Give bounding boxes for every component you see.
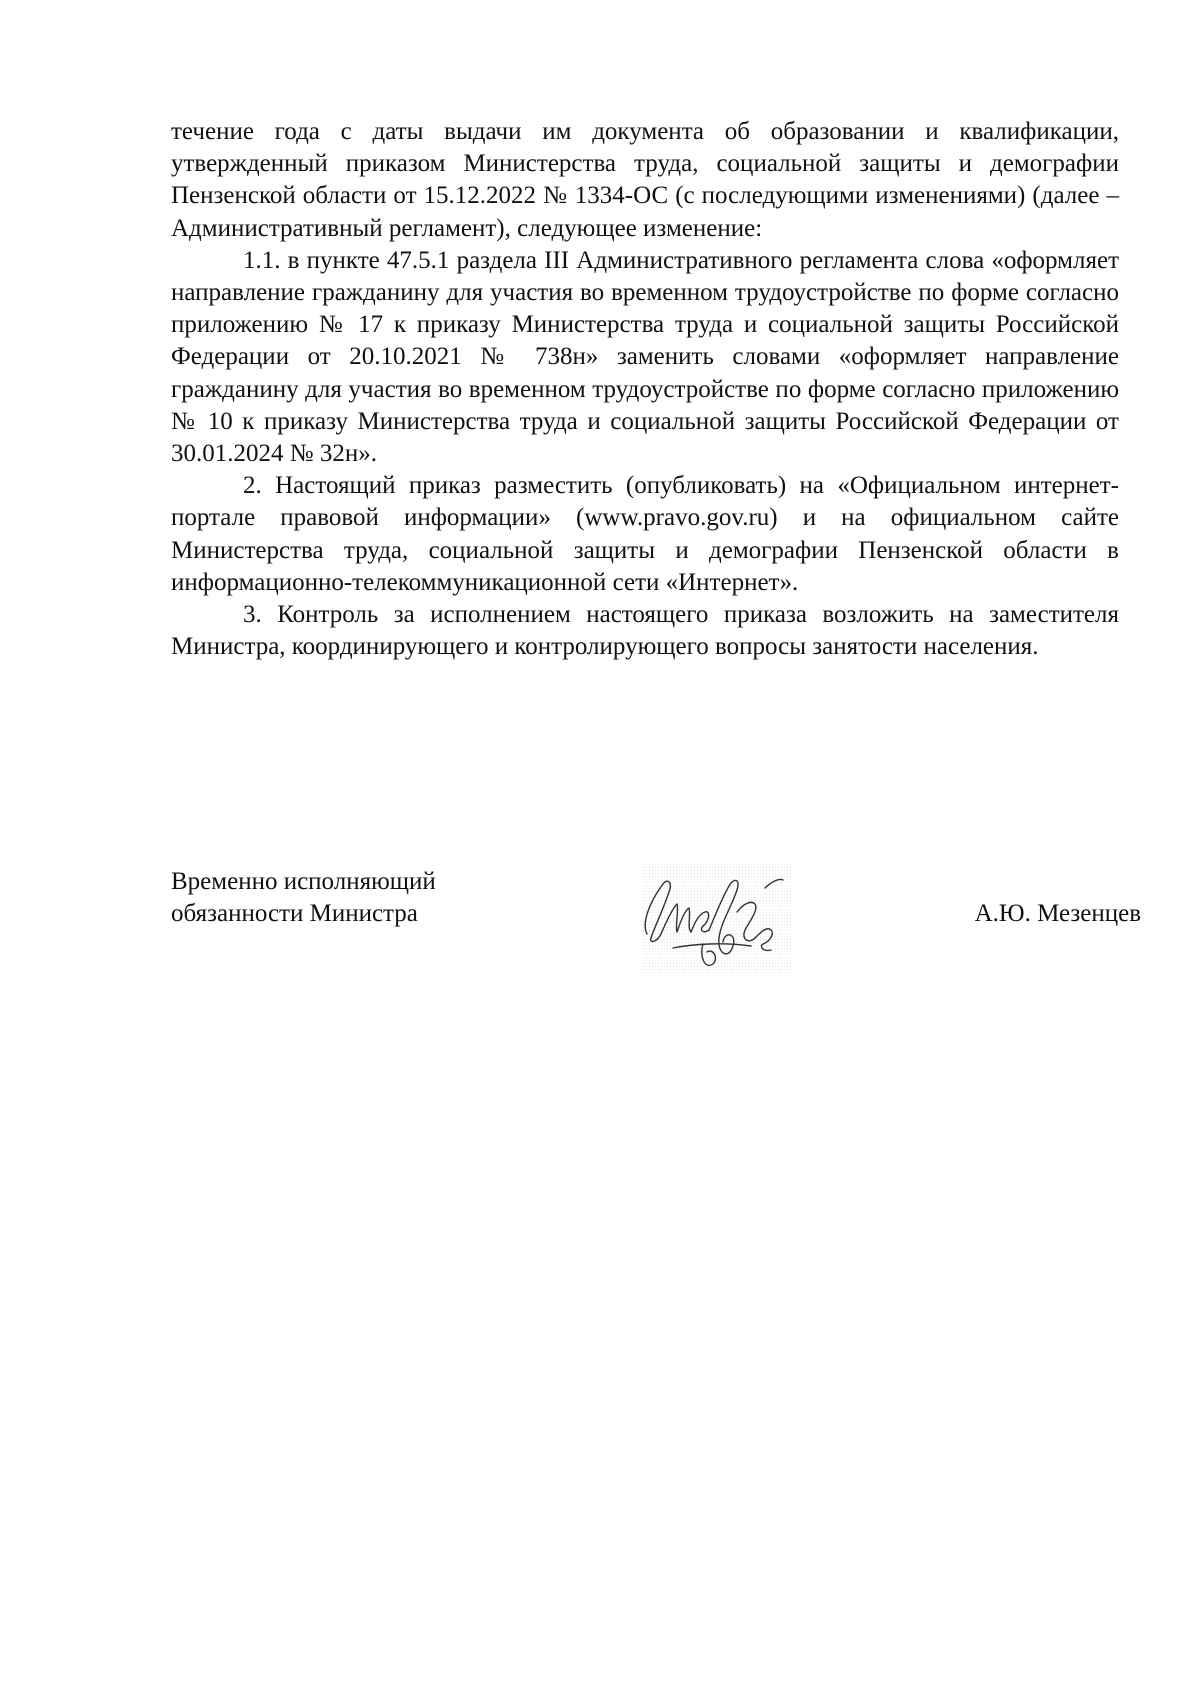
paragraph-continuation: течение года с даты выдачи им документа об образовании и квалификации, утвержденный приказом Министерства труда, социальной защиты и демографии Пензенской области от 15.12.2022 № 1334-ОС (с последующими изменениями) (далее – Административный регламент), следующее изменение: bbox=[171, 118, 1119, 242]
signatory-position-line-1: Временно исполняющий bbox=[171, 868, 436, 895]
signatory-position-line-2: обязанности Министра bbox=[171, 900, 418, 928]
signature-block bbox=[171, 866, 1141, 1006]
signatory-position bbox=[171, 866, 436, 930]
paragraph-item-2: 2. Настоящий приказ разместить (опубликовать) на «Официальном интернет-портале правовой информации» (www.pravo.gov.ru) и на официальном сайте Министерства труда, социальной защиты и демографии Пензенской области в информационно-телекоммуникационной сети «Интернет». bbox=[171, 472, 1119, 596]
paragraph-item-3: 3. Контроль за исполнением настоящего приказа возложить на заместителя Министра, координирующего и контролирующего вопросы занятости населения. bbox=[171, 601, 1119, 661]
handwritten-signature-icon bbox=[633, 860, 803, 980]
signatory-name: А.Ю. Мезенцев bbox=[974, 900, 1141, 927]
document-body bbox=[171, 116, 1119, 663]
paragraph-item-1-1: 1.1. в пункте 47.5.1 раздела III Административного регламента слова «оформляет направление гражданину для участия во временном трудоустройстве по форме согласно приложению № 17 к приказу Министерства труда и социальной защиты Российской Федерации от 20.10.2021 № 738н» заменить словами «оформляет направление гражданину для участия во временном трудоустройстве по форме согласно приложению № 10 к приказу Министерства труда и социальной защиты Российской Федерации от 30.01.2024 № 32н». bbox=[171, 246, 1119, 468]
